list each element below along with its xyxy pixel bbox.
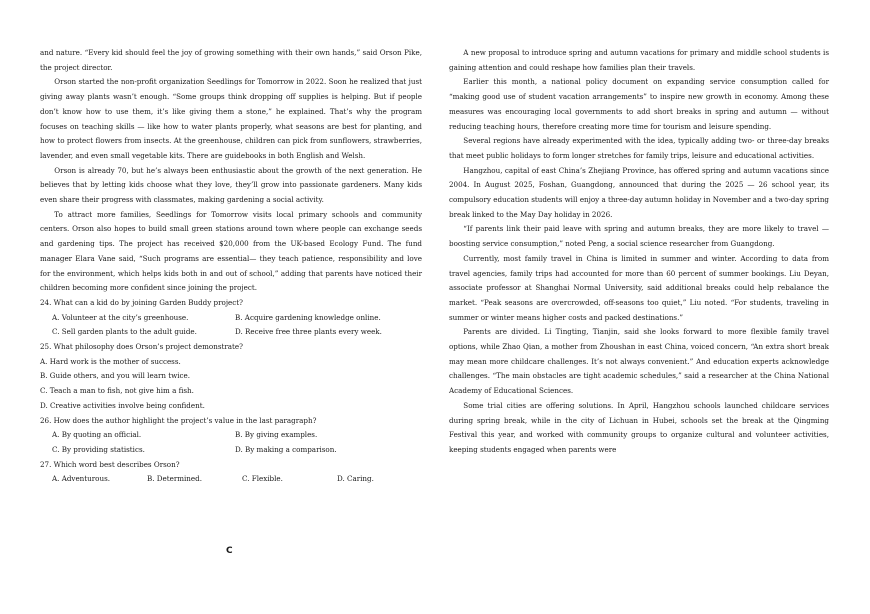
passage-continuation: and nature. “Every kid should feel the joy of growing something with their own hands,” said Orson Pike, the project director. [40, 48, 422, 72]
right-column [449, 46, 829, 458]
passage-paragraph: Orson is already 70, but he’s always been enthusiastic about the growth of the next generation. He believes that by letting kids choose what they love, they’ll grow into passionate gardeners. Many kids even share their progress with classmates, making gardening a social activity. [40, 165, 422, 205]
option-c: C. Teach a man to fish, not give him a fish. [40, 386, 194, 396]
passage-paragraph: Earlier this month, a national policy document on expanding service consumption called for “making good use of student vacation arrangements” to inspire new growth in economy. Among these measures was encouraging local governments to add short breaks in spring and autumn — without reducing teaching hours, therefore creating more time for tourism and leisure spending. [449, 77, 829, 131]
passage-paragraph: Hangzhou, capital of east China’s Zhejiang Province, has offered spring and autumn vacations since 2004. In August 2025, Foshan, Guangdong, announced that during the 2025 — 26 school year, its compulsory education students will enjoy a three-day autumn holiday in November and a two-day spring break linked to the May Day holiday in 2026. [449, 165, 829, 219]
left-column [40, 46, 422, 487]
section-marker: C [226, 546, 233, 556]
question-stem: 25. What philosophy does Orson’s project demonstrate? [40, 342, 243, 352]
option-a: A. Hard work is the mother of success. [40, 356, 181, 366]
option-a: A. Adventurous. [52, 474, 110, 484]
question-stem: 24. What can a kid do by joining Garden Buddy project? [40, 297, 243, 307]
option-d: D. Receive free three plants every week. [235, 327, 382, 337]
question-26 [40, 414, 422, 458]
passage-paragraph: Several regions have already experimented with the idea, typically adding two- or three-day breaks that meet public holidays to form longer stretches for family trips, leisure and educational activities. [449, 136, 829, 160]
option-a: A. Volunteer at the city’s greenhouse. [52, 312, 189, 322]
question-24 [40, 296, 422, 340]
passage-paragraph: To attract more families, Seedlings for Tomorrow visits local primary schools and community centers. Orson also hopes to build small green stations around town where people can exchange seeds and gardening tips. The project has received $20,000 from the UK-based Ecology Fund. The fund manager Elara Vane said, “Such programs are essential— they teach patience, responsibility and love for the environment, which helps kids both in and out of school,” adding that parents have noticed their children becoming more confident since joining the project. [40, 209, 422, 293]
question-stem: 27. Which word best describes Orson? [40, 459, 180, 469]
passage-paragraph: A new proposal to introduce spring and autumn vacations for primary and middle school students is gaining attention and could reshape how families plan their travels. [449, 48, 829, 72]
option-c: C. Flexible. [242, 474, 283, 484]
passage-paragraph: “If parents link their paid leave with spring and autumn breaks, they are more likely to travel — boosting service consumption,” noted Peng, a social science researcher from Guangdong. [449, 224, 829, 249]
passage-paragraph: Parents are divided. Li Tingting, Tianjin, said she looks forward to more flexible family travel options, while Zhao Qian, a mother from Zhoushan in east China, voiced concern, “An extra short break may mean more childcare challenges. It’s not always convenient.” And education experts acknowledge challenges. “The main obstacles are tight academic schedules,” said a researcher at the China National Academy of Educational Sciences. [449, 327, 829, 396]
option-d: D. Creative activities involve being confident. [40, 400, 205, 410]
option-c: C. Sell garden plants to the adult guide. [52, 327, 197, 337]
question-25 [40, 340, 422, 414]
passage-paragraph: Orson started the non-profit organization Seedlings for Tomorrow in 2022. Soon he realized that just giving away plants wasn’t enough. “Some groups think dropping off supplies is helping. But if people don’t know how to use them, it’s like giving them a stone,” he explained. That’s why the program focuses on teaching skills — like how to water plants properly, what seasons are best for planting, and how to protect flowers from insects. At the greenhouse, children can pick from sunflowers, strawberries, lavender, and even small vegetable kits. There are guidebooks in both English and Welsh. [40, 77, 422, 160]
question-stem: 26. How does the author highlight the project’s value in the last paragraph? [40, 415, 317, 425]
option-b: B. Acquire gardening knowledge online. [235, 312, 381, 322]
option-d: D. By making a comparison. [235, 444, 337, 454]
option-d: D. Caring. [337, 474, 374, 484]
option-c: C. By providing statistics. [52, 444, 145, 454]
passage-paragraph: Some trial cities are offering solutions. In April, Hangzhou schools launched childcare services during spring break, while in the city of Lichuan in Hubei, schools set the break at the Qingming Festival this year, and worked with community groups to organize cultural and volunteer activities, keeping students engaged when parents were [449, 400, 829, 454]
passage-paragraph: Currently, most family travel in China is limited in summer and winter. According to data from travel agencies, family trips had accounted for more than 60 percent of summer bookings. Liu Deyan, associate professor at Shanghai Normal University, said additional breaks could help rebalance the market. “Peak seasons are overcrowded, off-seasons too quiet,” Liu noted. “For students, traveling in summer or winter means higher costs and packed destinations.” [449, 253, 829, 322]
option-b: B. By giving examples. [235, 430, 318, 440]
option-b: B. Determined. [147, 474, 202, 484]
question-27 [40, 458, 422, 487]
option-a: A. By quoting an official. [52, 430, 142, 440]
option-b: B. Guide others, and you will learn twice. [40, 371, 190, 381]
